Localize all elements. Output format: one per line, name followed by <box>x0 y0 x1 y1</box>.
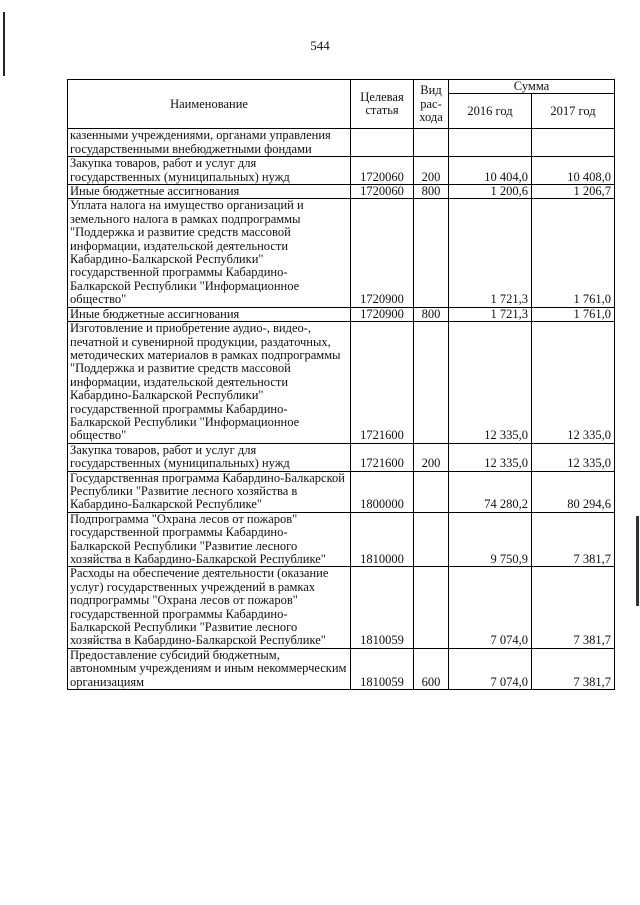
page-number: 544 <box>310 38 330 53</box>
table-row <box>68 129 615 157</box>
row-type <box>414 471 449 512</box>
row-name: казенными учреждениями, органами управления государственными внебюджетными фондами <box>68 129 351 157</box>
row-code: 1721600 <box>351 322 414 444</box>
table-row <box>68 185 615 199</box>
row-name: Расходы на обеспечение деятельности (оказание услуг) государственных учреждений в рамках подпрограммы "Охрана лесов от пожаров" государственной программы Кабардино-Балкарской Республики "Развитие лесного хозяйства в Кабардино-Балкарской Республике" <box>68 567 351 648</box>
row-code: 1810000 <box>351 512 414 567</box>
scan-edge-mark <box>636 516 639 606</box>
row-2016: 12 335,0 <box>449 322 532 444</box>
row-name: Закупка товаров, работ и услуг для государственных (муниципальных) нужд <box>68 157 351 185</box>
row-2016: 1 721,3 <box>449 307 532 321</box>
row-code: 1810059 <box>351 648 414 689</box>
row-type: 200 <box>414 443 449 471</box>
row-2016: 1 200,6 <box>449 185 532 199</box>
row-type: 800 <box>414 185 449 199</box>
row-2016: 12 335,0 <box>449 443 532 471</box>
row-name: Уплата налога на имущество организаций и земельного налога в рамках подпрограммы "Поддержка и развитие средств массовой информации, издательской деятельности Кабардино-Балкарской Республики" государственной программы Кабардино-Балкарской Республики "Информационное общество" <box>68 199 351 307</box>
row-2016: 7 074,0 <box>449 648 532 689</box>
row-2017: 1 206,7 <box>532 185 615 199</box>
row-2017 <box>532 129 615 157</box>
row-name: Предоставление субсидий бюджетным, автономным учреждениям и иным некоммерческим организациям <box>68 648 351 689</box>
row-2017: 80 294,6 <box>532 471 615 512</box>
header-sum: Сумма <box>449 80 615 94</box>
row-2017: 7 381,7 <box>532 648 615 689</box>
row-2017: 12 335,0 <box>532 322 615 444</box>
table-row <box>68 157 615 185</box>
row-name: Иные бюджетные ассигнования <box>68 307 351 321</box>
row-code: 1720060 <box>351 157 414 185</box>
row-2016: 1 721,3 <box>449 199 532 307</box>
row-name: Изготовление и приобретение аудио-, видео-, печатной и сувенирной продукции, раздаточных, методических материалов в рамках подпрограммы "Поддержка и развитие средств массовой информации, издательской деятельности Кабардино-Балкарской Республики" государственной программы Кабардино-Балкарской Республики "Информационное общество" <box>68 322 351 444</box>
row-name: Закупка товаров, работ и услуг для государственных (муниципальных) нужд <box>68 443 351 471</box>
table-row <box>68 443 615 471</box>
row-2016: 74 280,2 <box>449 471 532 512</box>
header-type: Вид рас-хода <box>414 80 449 129</box>
row-type: 800 <box>414 307 449 321</box>
table-row <box>68 322 615 444</box>
row-code: 1800000 <box>351 471 414 512</box>
row-2017: 7 381,7 <box>532 567 615 648</box>
row-2016 <box>449 129 532 157</box>
row-type <box>414 322 449 444</box>
budget-table <box>67 79 615 690</box>
header-2016: 2016 год <box>449 94 532 129</box>
row-code <box>351 129 414 157</box>
table-row <box>68 512 615 567</box>
row-name: Иные бюджетные ассигнования <box>68 185 351 199</box>
table-row <box>68 648 615 689</box>
row-type: 600 <box>414 648 449 689</box>
row-2017: 10 408,0 <box>532 157 615 185</box>
row-name: Подпрограмма "Охрана лесов от пожаров" государственной программы Кабардино-Балкарской Республики "Развитие лесного хозяйства в Кабардино-Балкарской Республике" <box>68 512 351 567</box>
row-2017: 7 381,7 <box>532 512 615 567</box>
row-type <box>414 567 449 648</box>
row-code: 1720900 <box>351 307 414 321</box>
row-code: 1720060 <box>351 185 414 199</box>
row-name: Государственная программа Кабардино-Балкарской Республики "Развитие лесного хозяйства в Кабардино-Балкарской Республике" <box>68 471 351 512</box>
row-code: 1721600 <box>351 443 414 471</box>
header-name: Наименование <box>68 80 351 129</box>
table-row <box>68 199 615 307</box>
row-2016: 10 404,0 <box>449 157 532 185</box>
table-row <box>68 567 615 648</box>
row-2017: 12 335,0 <box>532 443 615 471</box>
row-2016: 7 074,0 <box>449 567 532 648</box>
header-target: Целевая статья <box>351 80 414 129</box>
row-2017: 1 761,0 <box>532 199 615 307</box>
row-2016: 9 750,9 <box>449 512 532 567</box>
row-2017: 1 761,0 <box>532 307 615 321</box>
row-type: 200 <box>414 157 449 185</box>
row-type <box>414 129 449 157</box>
table-row <box>68 471 615 512</box>
row-type <box>414 199 449 307</box>
table-row <box>68 307 615 321</box>
row-type <box>414 512 449 567</box>
row-code: 1720900 <box>351 199 414 307</box>
header-2017: 2017 год <box>532 94 615 129</box>
row-code: 1810059 <box>351 567 414 648</box>
